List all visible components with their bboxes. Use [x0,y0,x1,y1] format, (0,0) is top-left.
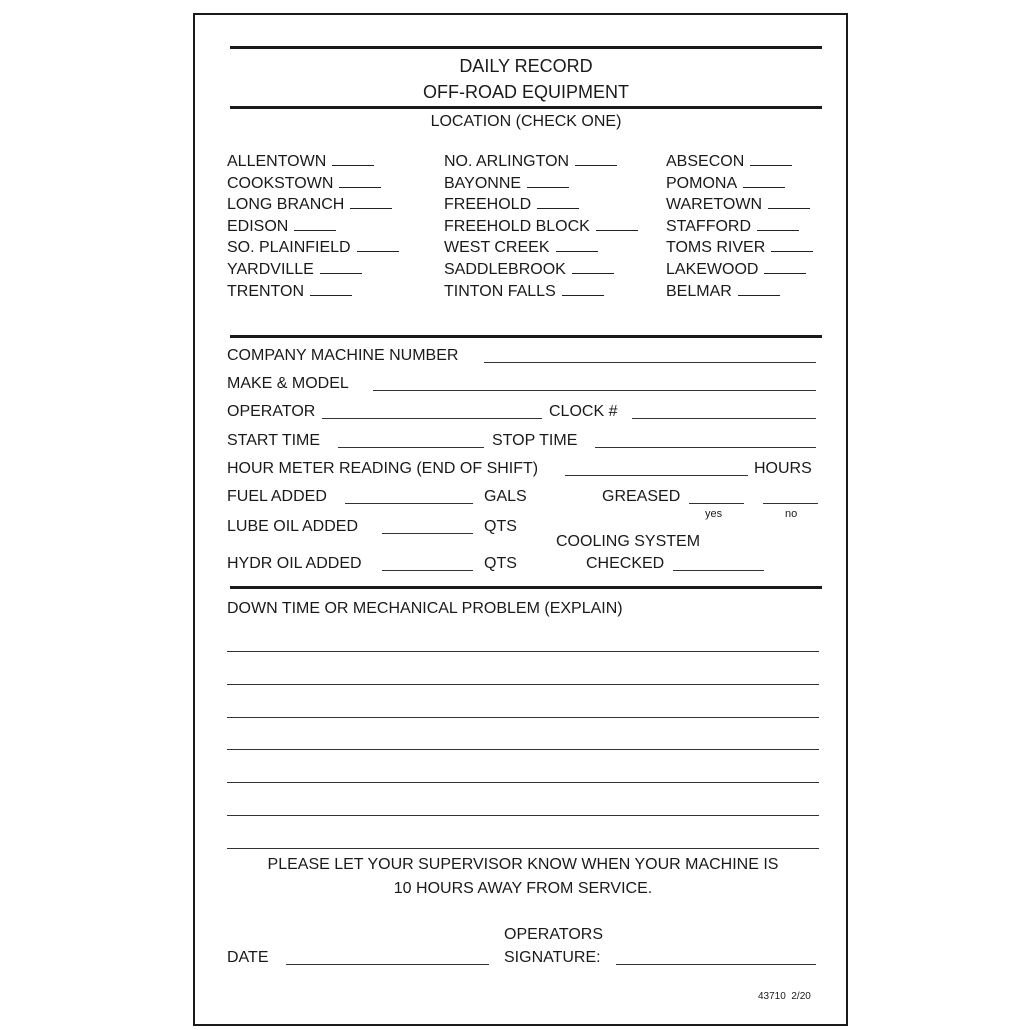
location-check-blank[interactable] [764,259,806,274]
location-option [666,259,806,279]
lube-oil-added-label: LUBE OIL ADDED [227,518,359,535]
hydr-qts-label: QTS [484,555,517,572]
cooling-checked-field[interactable] [673,570,764,571]
location-check-blank[interactable] [575,151,617,166]
greased-no-field[interactable] [763,503,818,504]
location-check-blank[interactable] [527,173,569,188]
location-label: FREEHOLD BLOCK [444,218,590,235]
clock-field[interactable] [632,418,816,419]
location-label: EDISON [227,218,289,235]
problem-line[interactable] [227,749,819,750]
location-check-blank[interactable] [537,194,579,209]
operator-field[interactable] [322,418,542,419]
location-option [444,281,604,301]
location-check-blank[interactable] [771,237,813,252]
machine-section-rule [230,586,822,589]
date-label: DATE [227,949,269,966]
cooling-system-label: COOLING SYSTEM [556,533,701,550]
location-option [227,259,362,279]
location-check-blank[interactable] [357,237,399,252]
problem-heading: DOWN TIME OR MECHANICAL PROBLEM (EXPLAIN) [227,600,623,617]
location-check-blank[interactable] [310,281,352,296]
location-label: LONG BRANCH [227,196,345,213]
problem-line[interactable] [227,651,819,652]
checked-label: CHECKED [586,555,665,572]
location-option [444,173,569,193]
location-option [666,194,810,214]
hydr-oil-added-label: HYDR OIL ADDED [227,555,362,572]
location-option [444,194,579,214]
location-check-blank[interactable] [339,173,381,188]
greased-no-label: no [785,508,798,520]
location-option [227,281,352,301]
top-rule [230,46,822,49]
location-option [666,237,813,257]
greased-yes-label: yes [705,508,723,520]
problem-line[interactable] [227,684,819,685]
stop-time-label: STOP TIME [492,432,578,449]
location-check-blank[interactable] [743,173,785,188]
start-time-label: START TIME [227,432,321,449]
location-check-blank[interactable] [750,151,792,166]
form-number [758,991,811,1003]
location-label: BELMAR [666,283,732,300]
location-label: YARDVILLE [227,261,314,278]
location-check-blank[interactable] [320,259,362,274]
location-check-blank[interactable] [738,281,780,296]
form-title: DAILY RECORD [459,56,593,76]
gals-label: GALS [484,488,527,505]
notice-line-2: 10 HOURS AWAY FROM SERVICE. [393,880,653,897]
location-label: FREEHOLD [444,196,532,213]
location-option [666,151,792,171]
location-option [227,216,336,236]
location-option [444,259,614,279]
location-check-blank[interactable] [350,194,392,209]
location-option [666,281,780,301]
make-model-field[interactable] [373,390,816,391]
location-label: ABSECON [666,153,745,170]
operator-label: OPERATOR [227,403,316,420]
location-option [227,173,381,193]
location-label: TINTON FALLS [444,283,556,300]
hours-label: HOURS [754,460,812,477]
location-label: NO. ARLINGTON [444,153,570,170]
location-check-blank[interactable] [562,281,604,296]
location-label: TRENTON [227,283,305,300]
location-option [444,237,598,257]
date-field[interactable] [286,964,489,965]
fuel-added-field[interactable] [345,503,473,504]
form-revision: 2/20 [791,991,811,1002]
location-label: SADDLEBROOK [444,261,566,278]
make-model-label: MAKE & MODEL [227,375,349,392]
location-check-blank[interactable] [294,216,336,231]
stop-time-field[interactable] [595,447,816,448]
operators-label: OPERATORS [504,926,603,943]
location-label: POMONA [666,175,738,192]
lube-qts-label: QTS [484,518,517,535]
location-label: ALLENTOWN [227,153,327,170]
company-machine-number-field[interactable] [484,362,816,363]
location-option [666,216,799,236]
location-check-blank[interactable] [768,194,810,209]
company-machine-number-label: COMPANY MACHINE NUMBER [227,347,459,364]
notice-line-1: PLEASE LET YOUR SUPERVISOR KNOW WHEN YOUR MACHINE IS [267,856,779,873]
location-label: BAYONNE [444,175,522,192]
start-time-field[interactable] [338,447,484,448]
problem-line[interactable] [227,815,819,816]
location-check-blank[interactable] [572,259,614,274]
problem-line[interactable] [227,717,819,718]
location-option [444,216,638,236]
signature-label: SIGNATURE: [504,949,601,966]
location-section-rule [230,335,822,338]
clock-label: CLOCK # [549,403,618,420]
location-option [227,151,374,171]
location-label: STAFFORD [666,218,752,235]
header-rule [230,106,822,109]
location-heading: LOCATION (CHECK ONE) [430,113,622,130]
location-label: TOMS RIVER [666,239,766,256]
signature-field[interactable] [616,964,816,965]
problem-line[interactable] [227,848,819,849]
location-option [444,151,617,171]
location-label: LAKEWOOD [666,261,759,278]
location-label: SO. PLAINFIELD [227,239,351,256]
hour-meter-label: HOUR METER READING (END OF SHIFT) [227,460,539,477]
hour-meter-field[interactable] [565,475,748,476]
location-option [227,237,399,257]
location-check-blank[interactable] [556,237,598,252]
location-check-blank[interactable] [332,151,374,166]
daily-record-form [193,13,848,1026]
greased-label: GREASED [602,488,681,505]
lube-oil-added-field[interactable] [382,533,473,534]
location-label: WEST CREEK [444,239,550,256]
location-label: WARETOWN [666,196,762,213]
fuel-added-label: FUEL ADDED [227,488,327,505]
hydr-oil-added-field[interactable] [382,570,473,571]
problem-line[interactable] [227,782,819,783]
location-option [227,194,392,214]
form-number-value: 43710 [758,991,786,1002]
location-check-blank[interactable] [596,216,638,231]
location-label: COOKSTOWN [227,175,334,192]
greased-yes-field[interactable] [689,503,744,504]
location-option [666,173,785,193]
form-subtitle: OFF-ROAD EQUIPMENT [423,82,629,102]
location-check-blank[interactable] [757,216,799,231]
